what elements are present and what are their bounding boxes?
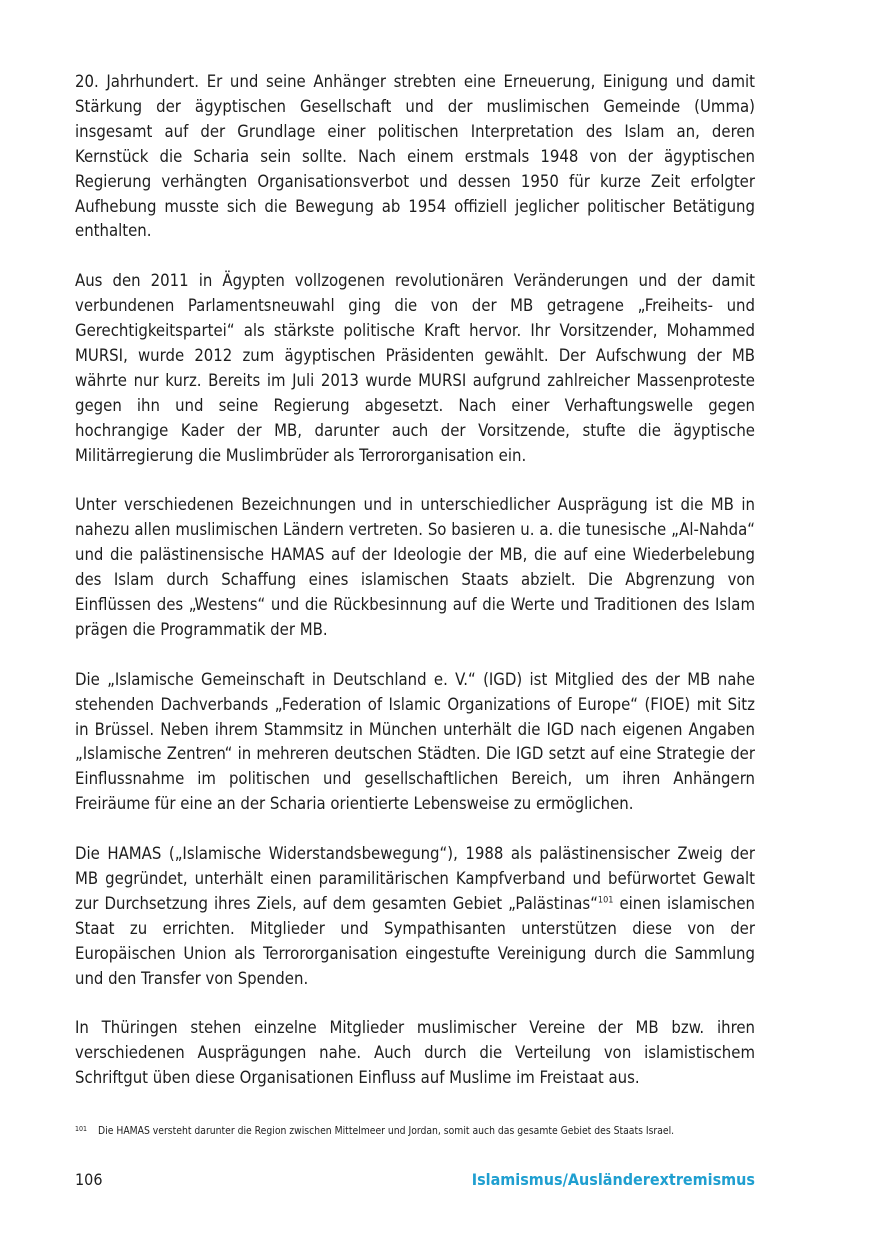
page-footer [75,1168,755,1192]
footnote [75,1124,765,1138]
hamas-text-before-ref: Die HAMAS („Islamische Widerstandsbewegung“), 1988 als palästinensischer Zweig der MB gegründet, unterhält einen paramilitärischen Kampfverband und befürwortet Gewalt zur Durchsetzung ihres Ziels, auf dem gesamten Gebiet „Palästinas“ [75,844,755,913]
paragraph-hamas [75,842,755,991]
section-title: Islamismus/Ausländerextremismus [471,1170,755,1189]
body-text [75,70,755,1091]
paragraph-thueringen: In Thüringen stehen einzelne Mitglieder muslimischer Vereine der MB bzw. ihren verschiedenen Ausprägungen nahe. Auch durch die Verteilung von islamistischem Schriftgut üben diese Organisationen Einfluss auf Muslime im Freistaat aus. [75,1018,755,1088]
footnote-text: Die HAMAS versteht darunter die Region zwischen Mittelmeer und Jordan, somit auch das gesamte Gebiet des Staats Israel. [98,1125,675,1137]
paragraph-egypt-2011: Aus den 2011 in Ägypten vollzogenen revolutionären Veränderungen und der damit verbundenen Parlamentsneuwahl ging die von der MB getragene „Freiheits- und Gerechtigkeitspartei“ als stärkste politische Kraft hervor. Ihr Vorsitzender, Mohammed MURSI, wurde 2012 zum ägyptischen Präsidenten gewählt. Der Aufschwung der MB währte nur kurz. Bereits im Juli 2013 wurde MURSI aufgrund zahlreicher Massenproteste gegen ihn und seine Regierung abgesetzt. Nach einer Verhaftungswelle gegen hochrangige Kader der MB, darunter auch der Vorsitzende, stufte die ägyptische Militärregierung die Muslimbrüder als Terrororganisation ein. [75,271,755,465]
hamas-text-after-ref: einen islamischen Staat zu errichten. Mitglieder und Sympathisanten unterstützen diese von der Europäischen Union als Terrororganisation eingestufte Vereinigung durch die Sammlung und den Transfer von Spenden. [75,893,755,988]
footnote-reference[interactable]: 101 [597,895,614,906]
paragraph-mb-worldwide: Unter verschiedenen Bezeichnungen und in unterschiedlicher Ausprägung ist die MB in nahezu allen muslimischen Ländern vertreten. So basieren u. a. die tunesische „Al-Nahda“ und die palästinensische HAMAS auf der Ideologie der MB, die auf eine Wiederbelebung des Islam durch Schaffung eines islamischen Staats abzielt. Die Abgrenzung von Einflüssen des „Westens“ und die Rückbesinnung auf die Werte und Traditionen des Islam prägen die Programmatik der MB. [75,495,755,639]
paragraph-igd: Die „Islamische Gemeinschaft in Deutschland e. V.“ (IGD) ist Mitglied des der MB nahe stehenden Dachverbands „Federation of Islamic Organizations of Europe“ (FIOE) mit Sitz in Brüssel. Neben ihrem Stammsitz in München unterhält die IGD nach eigenen Angaben „Islamische Zentren“ in mehreren deutschen Städten. Die IGD setzt auf eine Strategie der Einflussnahme im politischen und gesellschaftlichen Bereich, um ihren Anhängern Freiräume für eine an der Scharia orientierte Lebensweise zu ermöglichen. [75,669,755,814]
paragraph-muslim-brotherhood-history: 20. Jahrhundert. Er und seine Anhänger strebten eine Erneuerung, Einigung und damit Stärkung der ägyptischen Gesellschaft und der muslimischen Gemeinde (Umma) insgesamt auf der Grundlage einer politischen Interpretation des Islam an, deren Kernstück die Scharia sein sollte. Nach einem erstmals 1948 von der ägyptischen Regierung verhängten Organisationsverbot und dessen 1950 für kurze Zeit erfolgter Aufhebung musste sich die Bewegung ab 1954 offiziell jeglicher politischer Betätigung enthalten. [75,72,755,241]
footnote-number: 101 [75,1125,88,1133]
page-number: 106 [75,1170,103,1189]
